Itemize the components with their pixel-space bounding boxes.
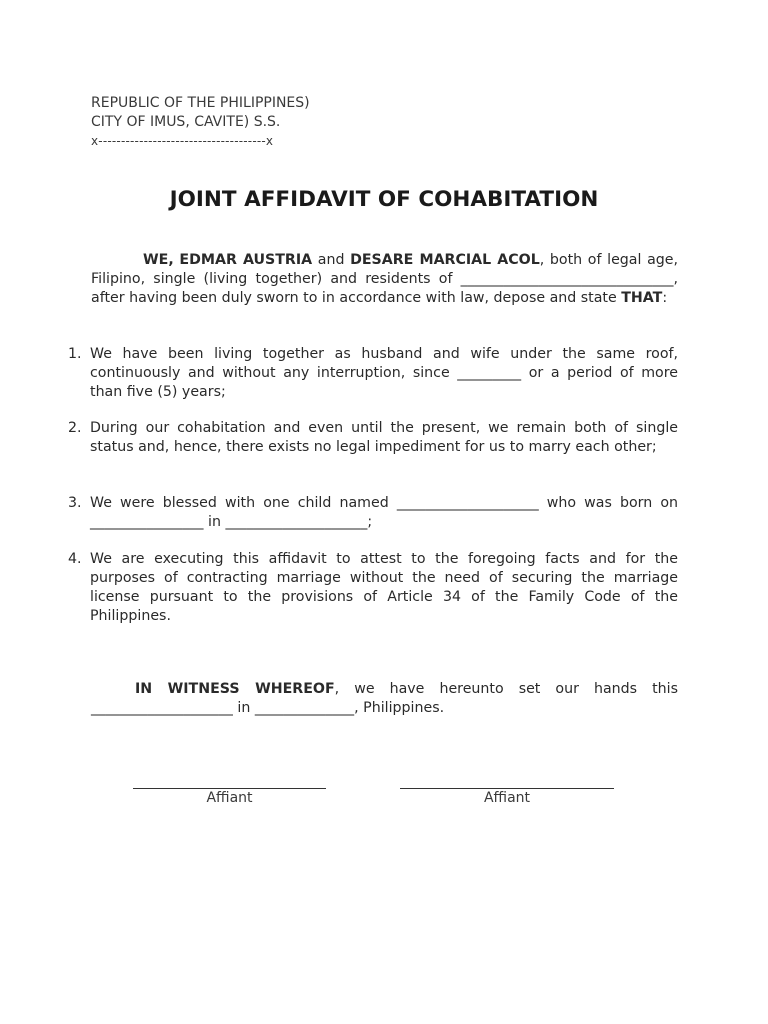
header-divider: x-------------------------------------x: [91, 134, 274, 148]
witness-lead: IN WITNESS WHEREOF: [135, 681, 335, 697]
affiant-label-right: Affiant: [483, 790, 531, 806]
list-item: [68, 345, 678, 402]
witness-paragraph: [91, 680, 678, 718]
affiant-name-1: EDMAR AUSTRIA: [179, 252, 313, 268]
document-title: JOINT AFFIDAVIT OF COHABITATION: [169, 187, 599, 212]
intro-we: WE,: [143, 252, 174, 268]
affiant-name-2: DESARE MARCIAL ACOL: [350, 252, 540, 268]
list-item: [68, 550, 678, 626]
item-number: 2.: [68, 420, 82, 436]
intro-colon: :: [662, 290, 668, 306]
header-republic: REPUBLIC OF THE PHILIPPINES): [91, 95, 310, 111]
header-city: CITY OF IMUS, CAVITE) S.S.: [91, 114, 281, 130]
signature-line-right: [400, 788, 614, 789]
item-text: We are executing this affidavit to attest to the foregoing facts and for the purposes of contracting marriage without the need of securing the marriage license pursuant to the provisions of Article 34 of the Family Code of the Philippines.: [90, 551, 678, 624]
affiant-label-left: Affiant: [206, 790, 253, 806]
item-number: 3.: [68, 495, 82, 511]
list-item: [68, 419, 678, 457]
item-text: We have been living together as husband and wife under the same roof, continuously and without any interruption, since _________ or a period of more than five (5) years;: [90, 346, 678, 400]
intro-and: and: [312, 252, 351, 268]
signature-line-left: [133, 788, 326, 789]
intro-paragraph: [91, 251, 678, 308]
item-text: We were blessed with one child named ____________________ who was born on ________________ in ____________________;: [90, 495, 678, 530]
item-number: 4.: [68, 551, 82, 567]
list-item: [68, 494, 678, 532]
intro-rest: , both of legal age, Filipino, single (living together) and residents of ______________________________, after having been duly sworn to in accordance with law, depose and state: [91, 252, 679, 306]
item-text: During our cohabitation and even until the present, we remain both of single status and, hence, there exists no legal impediment for us to marry each other;: [90, 420, 678, 455]
intro-that: THAT: [621, 290, 663, 306]
item-number: 1.: [68, 346, 82, 362]
witness-rest: , we have hereunto set our hands this ____________________ in ______________, Philippines.: [91, 681, 678, 716]
